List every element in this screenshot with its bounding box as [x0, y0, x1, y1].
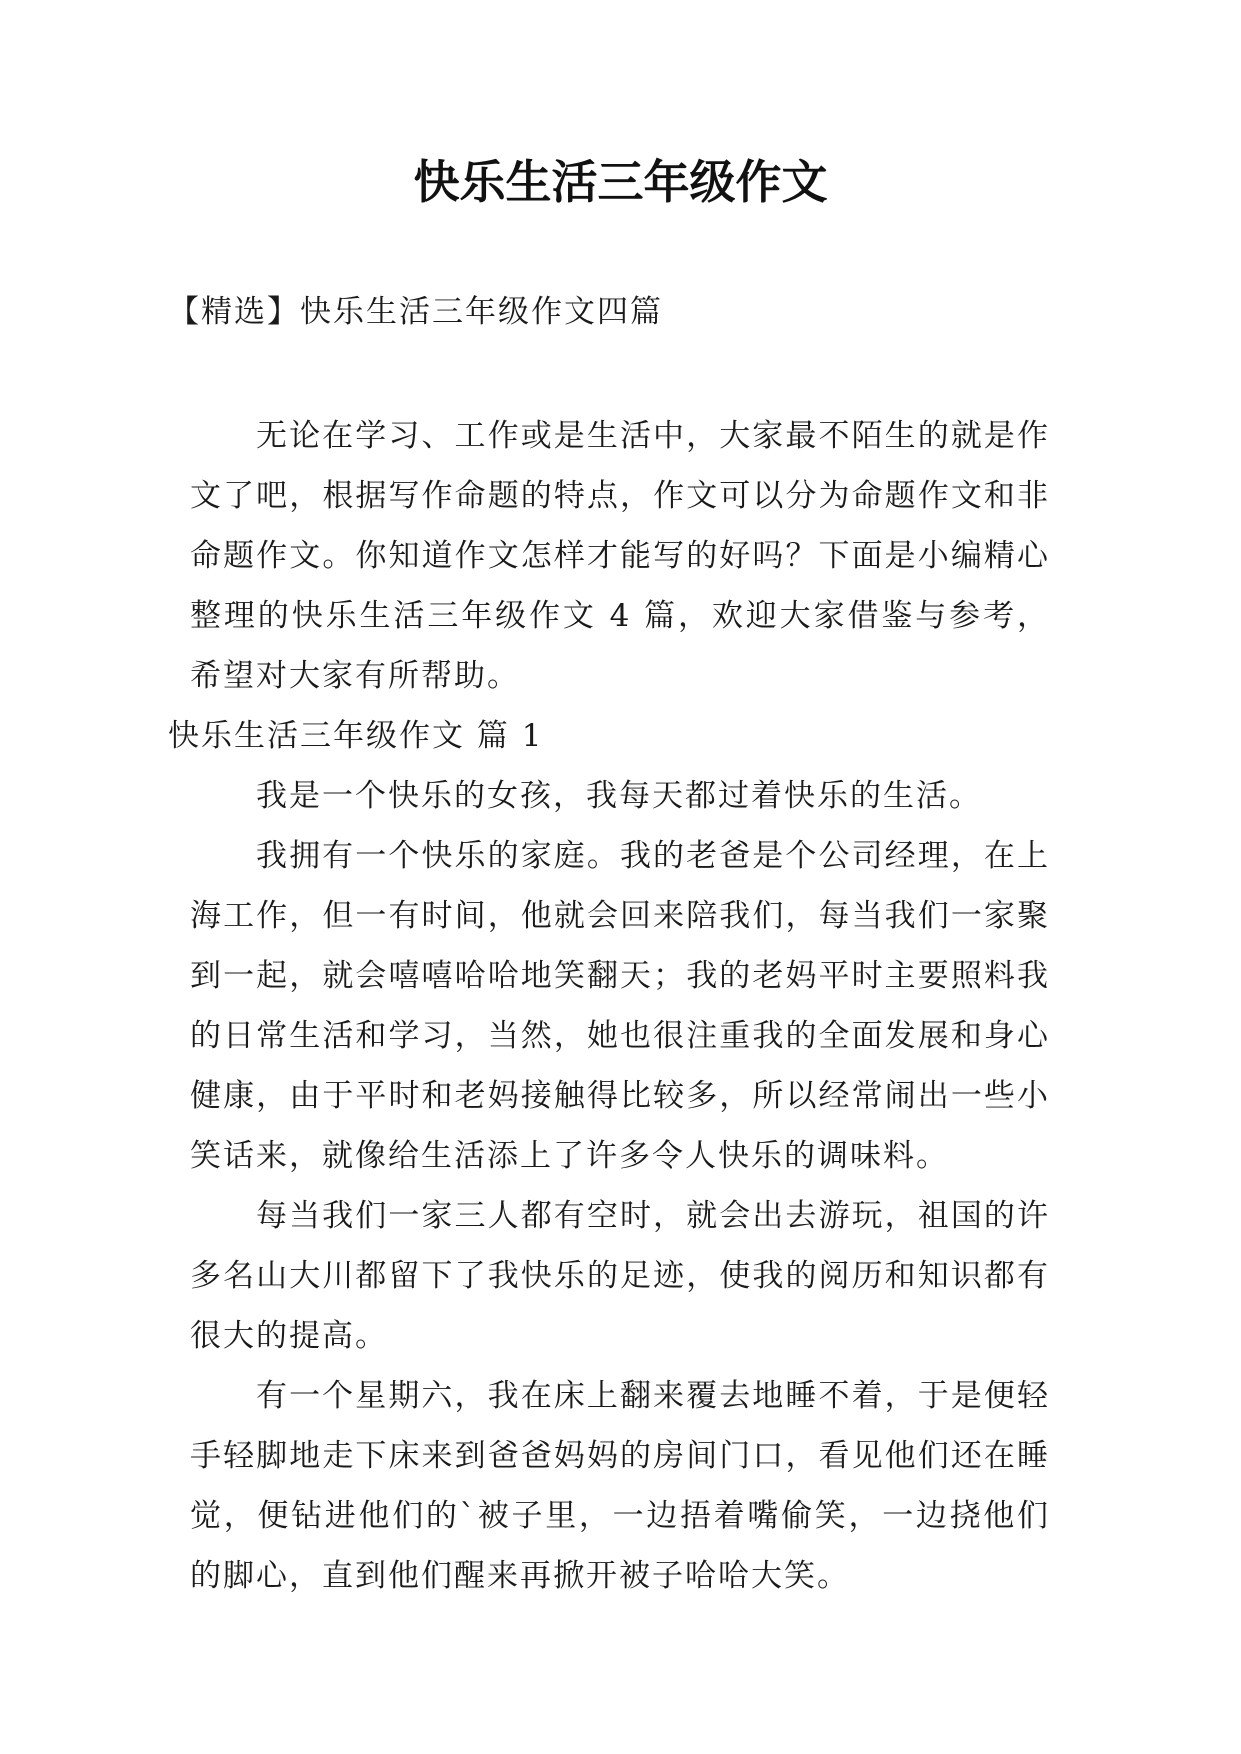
section-heading: 快乐生活三年级作文 篇 1	[168, 718, 544, 754]
intro-paragraph: 无论在学习、工作或是生活中，大家最不陌生的就是作文了吧，根据写作命题的特点，作文可以分为命题作文和非命题作文。你知道作文怎样才能写的好吗？下面是小编精心整理的快乐生活三年级作文 4 篇，欢迎大家借鉴与参考，希望对大家有所帮助。	[190, 418, 1050, 694]
body-paragraph: 有一个星期六，我在床上翻来覆去地睡不着，于是便轻手轻脚地走下床来到爸爸妈妈的房间门口，看见他们还在睡觉，便钻进他们的`被子里，一边捂着嘴偷笑，一边挠他们的脚心，直到他们醒来再掀开被子哈哈大笑。	[190, 1378, 1050, 1594]
document-subtitle: 【精选】快乐生活三年级作文四篇	[168, 294, 663, 330]
body-paragraph: 每当我们一家三人都有空时，就会出去游玩，祖国的许多名山大川都留下了我快乐的足迹，使我的阅历和知识都有很大的提高。	[190, 1198, 1050, 1354]
body-paragraph: 我是一个快乐的女孩，我每天都过着快乐的生活。	[256, 778, 982, 814]
document-title: 快乐生活三年级作文	[413, 155, 828, 209]
document-body	[168, 406, 1050, 1606]
body-paragraph: 我拥有一个快乐的家庭。我的老爸是个公司经理，在上海工作，但一有时间，他就会回来陪我们，每当我们一家聚到一起，就会嘻嘻哈哈地笑翻天；我的老妈平时主要照料我的日常生活和学习，当然，她也很注重我的全面发展和身心健康，由于平时和老妈接触得比较多，所以经常闹出一些小笑话来，就像给生活添上了许多令人快乐的调味料。	[190, 838, 1050, 1174]
